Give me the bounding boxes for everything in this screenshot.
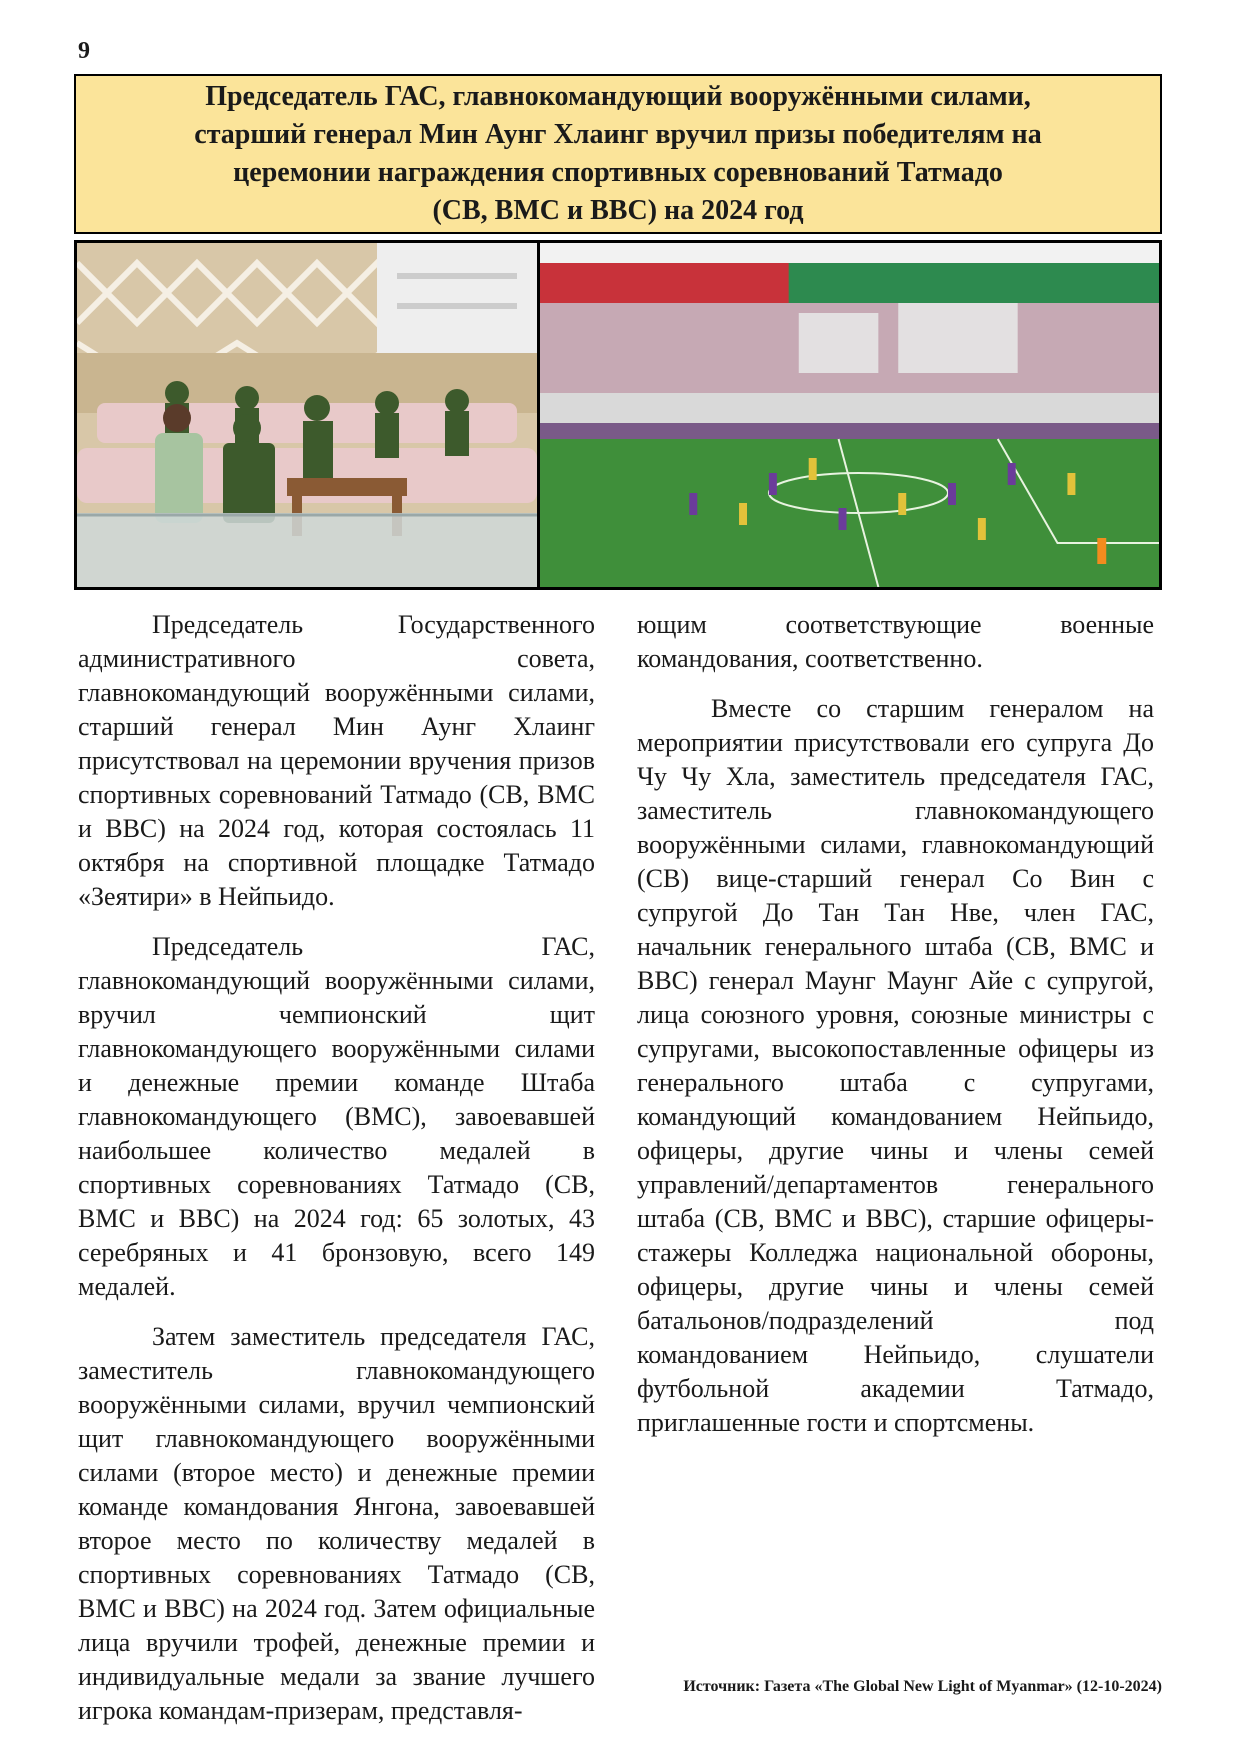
article-column-right: [637, 608, 1154, 1456]
article-paragraph: ющим соответствующие военные командования, соответственно.: [637, 610, 1154, 673]
article-paragraph: Затем заместитель председателя ГАС, заместитель главнокомандующего вооружёнными силами, вручил чемпионский щит главнокомандующего вооружёнными силами (второе место) и денежные премии команде командования Янгона, завоевавшей второе место по количеству медалей в спортивных соревнованиях Татмадо (СВ, ВМС и ВВС) на 2024 год. Затем официальные лица вручили трофей, денежные премии и индивидуальные медали за звание лучшего игрока командам-призерам, представля-: [78, 1322, 595, 1725]
title-line: (СВ, ВМС и ВВС) на 2024 год: [432, 195, 804, 226]
article-column-left: [78, 608, 595, 1744]
photo-strip: [74, 240, 1162, 590]
title-line: старший генерал Мин Аунг Хлаинг вручил призы победителям на: [194, 119, 1042, 150]
officials-viewing-stand-photo: [77, 243, 537, 587]
source-citation: Источник: Газета «The Global New Light of Myanmar» (12-10-2024): [683, 1678, 1162, 1695]
article-paragraph: Председатель Государственного административного совета, главнокомандующий вооружёнными силами, старший генерал Мин Аунг Хлаинг присутствовал на церемонии вручения призов спортивных соревнований Татмадо (СВ, ВМС и ВВС) на 2024 год, которая состоялась 11 октября на спортивной площадке Татмадо «Зеятири» в Нейпьидо.: [78, 610, 595, 911]
football-match-stadium-photo: [540, 243, 1159, 587]
article-paragraph: Вместе со старшим генералом на мероприятии присутствовали его супруга До Чу Чу Хла, заместитель председателя ГАС, заместитель главнокомандующего вооружёнными силами, главнокомандующий (СВ) вице-старший генерал Со Вин с супругой До Тан Тан Нве, член ГАС, начальник генерального штаба (СВ, ВМС и ВВС) генерал Маунг Маунг Айе с супругой, лица союзного уровня, союзные министры с супругами, высокопоставленные офицеры из генерального штаба с супругами, командующий командованием Нейпьидо, офицеры, другие чины и члены семей управлений/департаментов генерального штаба (СВ, ВМС и ВВС), старшие офицеры-стажеры Колледжа национальной обороны, офицеры, другие чины и члены семей батальонов/подразделений под командованием Нейпьидо, слушатели футбольной академии Татмадо, приглашенные гости и спортсмены.: [637, 694, 1154, 1437]
article-paragraph: Председатель ГАС, главнокомандующий вооружёнными силами, вручил чемпионский щит главнокомандующего вооружёнными силами и денежные премии команде Штаба главнокомандующего (ВМС), завоевавшей наибольшее количество медалей в спортивных соревнованиях Татмадо (СВ, ВМС и ВВС) на 2024 год: 65 золотых, 43 серебряных и 41 бронзовую, всего 149 медалей.: [78, 932, 595, 1301]
page-number: 9: [78, 38, 90, 64]
title-line: церемонии награждения спортивных соревнований Татмадо: [233, 157, 1003, 188]
article-title: [74, 74, 1162, 234]
title-line: Председатель ГАС, главнокомандующий вооружёнными силами,: [205, 81, 1031, 112]
